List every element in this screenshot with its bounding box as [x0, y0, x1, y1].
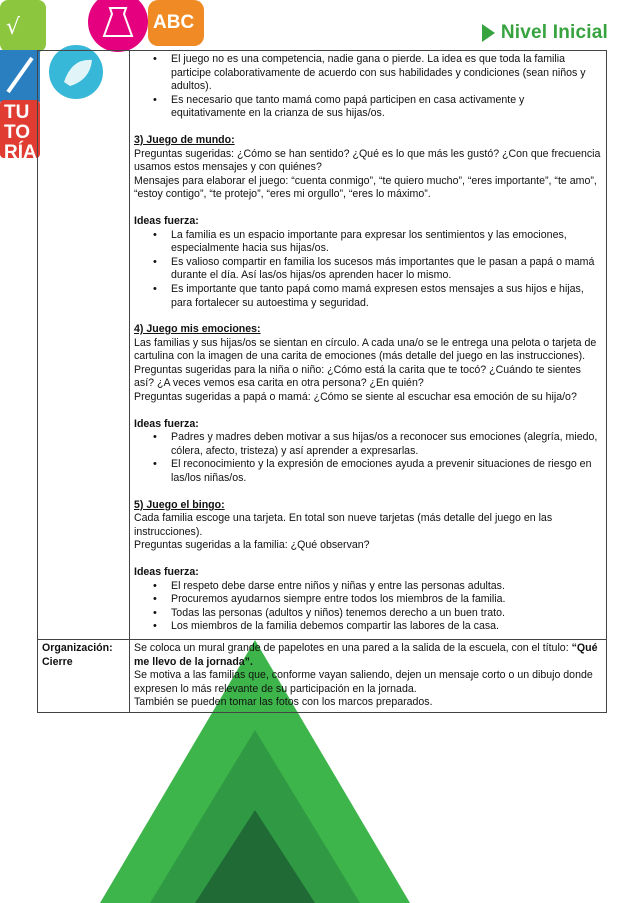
list-item: • Es valioso compartir en familia los sucesos más importantes que le pasan a papá o mamá durante el día. Así las/os hijas/os aprenden hacer lo mismo.: [134, 256, 602, 283]
closing-paragraph-1: [134, 642, 602, 669]
closing-label-1: Organización:: [42, 641, 113, 654]
closing-paragraph-2: Se motiva a las familias que, conforme vayan saliendo, dejen un mensaje corto o un dibujo donde expresen lo más relevante de su participación en la jornada.: [134, 669, 593, 695]
list-item: • Padres y madres deben motivar a sus hijas/os a reconocer sus emociones (alegría, miedo, cólera, afecto, tristeza) y así aprender a expresarlas.: [134, 431, 602, 458]
list-item: • El respeto debe darse entre niños y niñas y entre las personas adultas.: [134, 580, 602, 594]
section-5-bullets: [134, 580, 602, 634]
section-5-description: Cada familia escoge una tarjeta. En total son nueve tarjetas (más detalle del juego en las instrucciones).: [134, 512, 553, 538]
tutoria-logo: [4, 103, 37, 163]
section-3-bullets: [134, 229, 602, 311]
list-item: • Todas las personas (adultos y niños) tenemos derecho a un buen trato.: [134, 607, 602, 621]
math-icon: √: [6, 15, 21, 40]
activities-cell: [130, 51, 607, 640]
closing-row: [38, 639, 607, 712]
closing-cell: [130, 639, 607, 712]
closing-label-cell: [38, 639, 130, 712]
closing-text-1a: Se coloca un mural grande de papelotes en una pared a la salida de la escuela, con el título:: [134, 641, 572, 654]
section-3-questions: Preguntas sugeridas: ¿Cómo se han sentido? ¿Qué es lo que más les gustó? ¿Con que frecuencia usamos estos mensajes y con quiénes?: [134, 147, 601, 174]
section-4-child-questions: Preguntas sugeridas para la niña o niño: ¿Cómo está la carita que te tocó? ¿Cuándo te sientes así? ¿A veces vemos esa carita en otra persona? ¿En quién?: [134, 363, 581, 390]
brand-title: Nivel Inicial: [500, 22, 608, 43]
play-arrow-icon: [482, 24, 495, 42]
section-4-title: 4) Juego mis emociones:: [134, 323, 261, 336]
closing-paragraph-3: También se pueden tomar las fotos con los marcos preparados.: [134, 696, 433, 709]
closing-mural-title: “Qué me llevo de la jornada”.: [134, 641, 598, 668]
list-item: • Procuremos ayudarnos siempre entre todos los miembros de la familia.: [134, 593, 602, 607]
tutoria-line-2: TO: [4, 122, 31, 143]
list-item: • La familia es un espacio importante para expresar los sentimientos y las emociones, especialmente hacia sus hijas/os.: [134, 229, 602, 256]
closing-label-2: Cierre: [42, 655, 73, 668]
list-item: • El juego no es una competencia, nadie gana o pierde. La idea es que toda la familia participe colaborativamente de acuerdo con sus habilidades y condiciones (sean niños y adultos).: [134, 53, 602, 94]
section-4-bullets: [134, 431, 602, 485]
section-5-questions: Preguntas sugeridas a la familia: ¿Qué observan?: [134, 539, 370, 552]
activity-table: [37, 50, 607, 713]
activities-row: [38, 51, 607, 640]
list-item: • El reconocimiento y la expresión de emociones ayuda a prevenir situaciones de riesgo en las/los niñas/os.: [134, 458, 602, 485]
section-5-ideas-heading: Ideas fuerza:: [134, 566, 199, 578]
abc-logo: ABC: [153, 12, 195, 33]
section-5-title: 5) Juego el bingo:: [134, 498, 225, 511]
section-4-parent-questions: Preguntas sugeridas a papá o mamá: ¿Cómo se siente al escuchar esa emoción de su hija/o?: [134, 391, 577, 404]
brand-header: [482, 22, 608, 44]
section-4-description: Las familias y sus hijas/os se sientan en círculo. A cada una/o se le entrega una pelota o tarjeta de cartulina con la imagen de una carita de emociones (más detalle del juego en las instrucciones).: [134, 336, 597, 363]
section-3-messages: Mensajes para elaborar el juego: “cuenta conmigo”, “te quiero mucho”, “eres importante”, “te amo”, “estoy contigo”, “te protejo”, “eres mi orgullo”, “eres lo máximo”.: [134, 174, 597, 201]
list-item: • Es necesario que tanto mamá como papá participen en casa activamente y equitativamente en la crianza de sus hijas/os.: [134, 94, 602, 121]
list-item: • Es importante que tanto papá como mamá expresen estos mensajes a sus hijos e hijas, para fortalecer su autoestima y seguridad.: [134, 283, 602, 310]
empty-label-cell: [38, 51, 130, 640]
section-3-title: 3) Juego de mundo:: [134, 133, 235, 146]
list-item: • Los miembros de la familia debemos compartir las labores de la casa.: [134, 620, 602, 634]
tutoria-line-3: RÍA: [4, 142, 37, 163]
section-4-ideas-heading: Ideas fuerza:: [134, 417, 199, 430]
section-3-ideas-heading: Ideas fuerza:: [134, 214, 199, 227]
tutoria-line-1: TU: [4, 102, 30, 123]
intro-bullets: [134, 53, 602, 121]
